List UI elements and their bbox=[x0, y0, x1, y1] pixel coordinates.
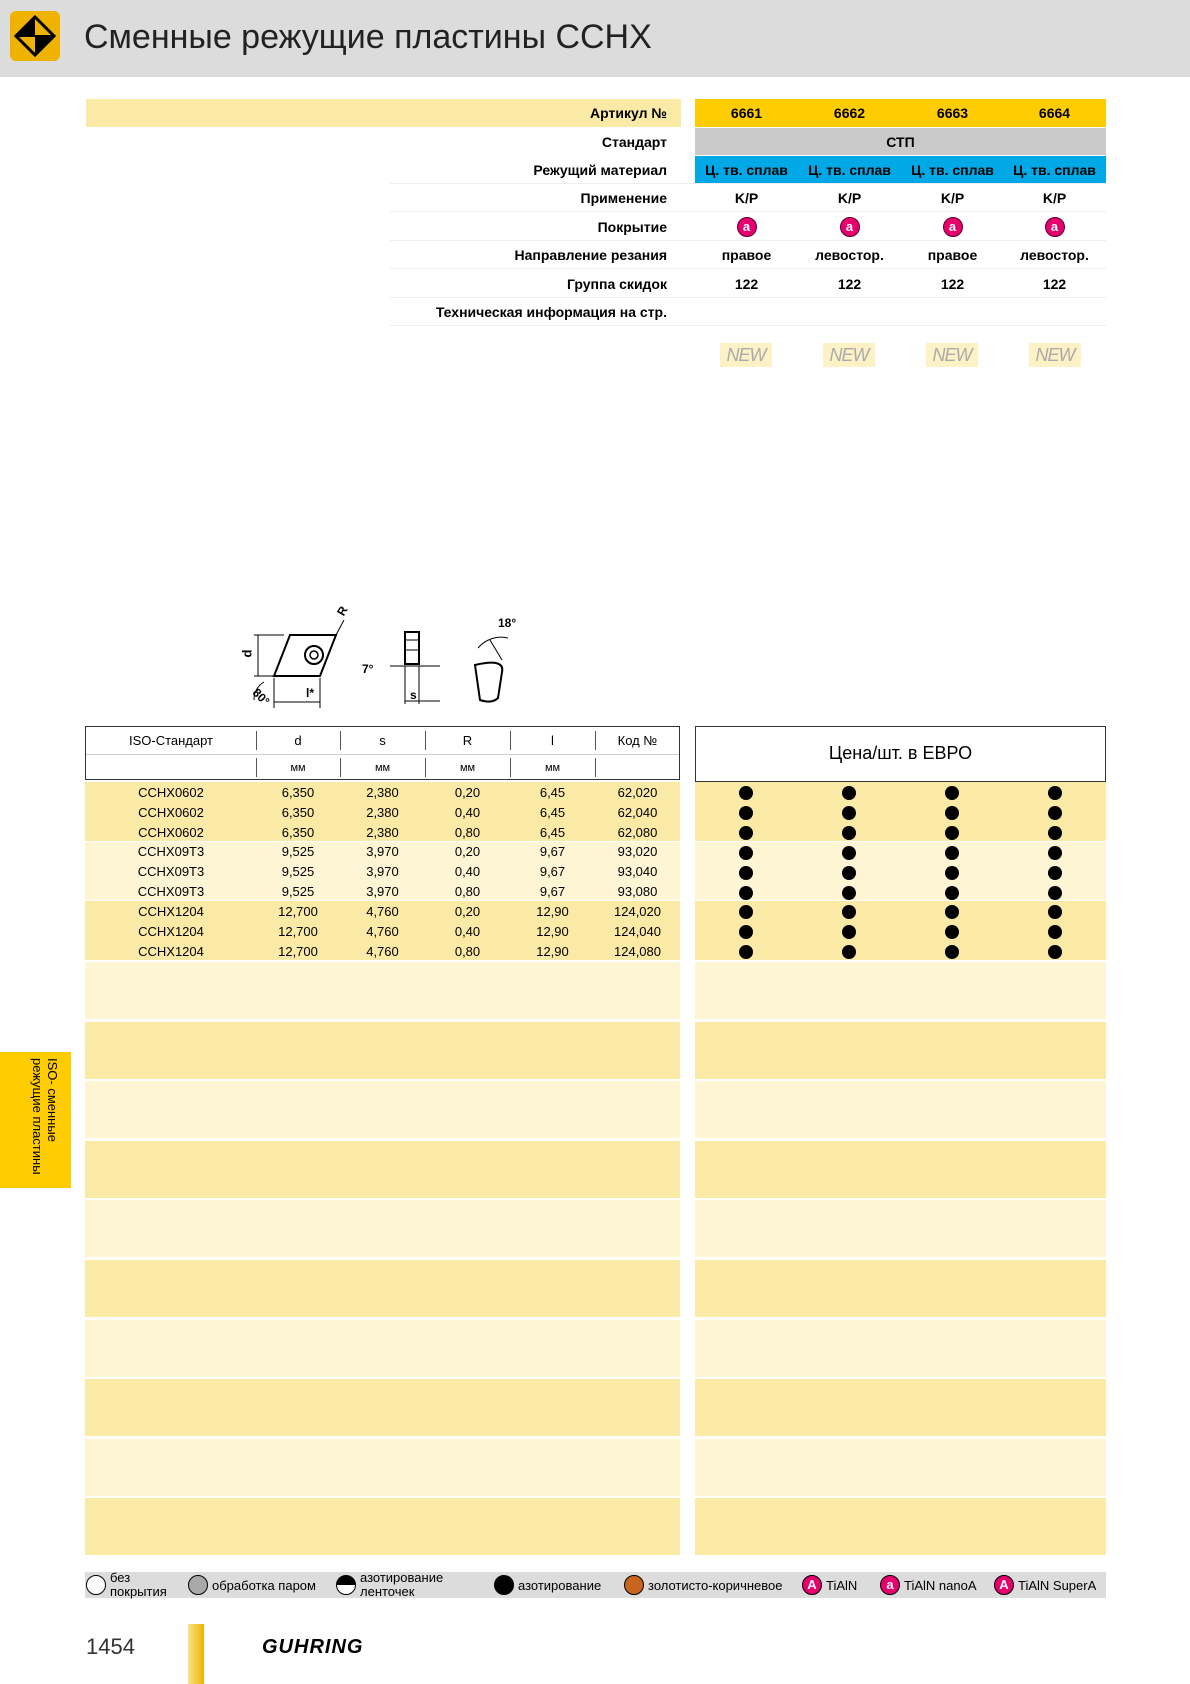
empty-row-band bbox=[85, 1260, 680, 1317]
tialn-badge-icon: A bbox=[802, 1575, 822, 1595]
empty-row-band bbox=[695, 1141, 1106, 1198]
legend-uncoated: без покрытия bbox=[110, 1570, 167, 1599]
empty-row-band bbox=[695, 1260, 1106, 1317]
coating-badge-icon: a bbox=[901, 217, 1004, 237]
data-group-band bbox=[695, 842, 1106, 900]
stock-dot-icon bbox=[1048, 866, 1062, 880]
stock-dot-icon bbox=[945, 806, 959, 820]
label-discount: Группа скидок bbox=[567, 276, 667, 292]
unit-r: мм bbox=[459, 762, 476, 774]
material-value: Ц. тв. сплав bbox=[808, 162, 891, 178]
data-group-band bbox=[695, 782, 1106, 841]
page-title: Сменные режущие пластины CCHX bbox=[84, 18, 652, 56]
direction-value: правое bbox=[721, 247, 772, 263]
coating-badge-icon: a bbox=[798, 217, 901, 237]
stock-dot-icon bbox=[945, 886, 959, 900]
stock-dot-icon bbox=[842, 886, 856, 900]
steam-circle-icon bbox=[188, 1575, 208, 1595]
application-value: K/P bbox=[1042, 190, 1067, 206]
legend-gold-brown: золотисто-коричневое bbox=[648, 1578, 783, 1593]
label-application: Применение bbox=[580, 190, 667, 206]
diagram-label-r: R bbox=[334, 603, 351, 619]
coating-badge-icon: a bbox=[1003, 217, 1106, 237]
article-number: 6661 bbox=[730, 105, 763, 121]
discount-value: 122 bbox=[940, 276, 965, 292]
label-direction: Направление резания bbox=[514, 247, 667, 263]
empty-row-band bbox=[85, 1320, 680, 1377]
empty-row-band bbox=[695, 962, 1106, 1019]
stock-dot-icon bbox=[945, 826, 959, 840]
empty-row-band bbox=[85, 1200, 680, 1257]
stock-dot-icon bbox=[842, 786, 856, 800]
empty-row-band bbox=[695, 1320, 1106, 1377]
section-side-tab bbox=[0, 1052, 71, 1188]
page-number: 1454 bbox=[86, 1634, 135, 1659]
article-number: 6664 bbox=[1038, 105, 1071, 121]
label-coating: Покрытие bbox=[597, 219, 667, 235]
stock-dot-icon bbox=[842, 806, 856, 820]
new-flag: NEW bbox=[823, 343, 875, 367]
stock-dot-icon bbox=[739, 846, 753, 860]
stock-dot-icon bbox=[945, 866, 959, 880]
discount-value: 122 bbox=[1042, 276, 1067, 292]
half-nitrided-circle-icon bbox=[336, 1575, 356, 1595]
col-header-code: Код № bbox=[617, 733, 658, 748]
stock-dot-icon bbox=[739, 886, 753, 900]
diagram-label-18: 18° bbox=[498, 616, 517, 630]
stock-dot-icon bbox=[1048, 886, 1062, 900]
empty-row-band bbox=[695, 1498, 1106, 1555]
empty-row-band bbox=[85, 1081, 680, 1138]
tialn-nanoa-badge-icon: a bbox=[880, 1575, 900, 1595]
empty-row-band bbox=[695, 1022, 1106, 1079]
col-header-d: d bbox=[294, 733, 302, 748]
application-value: K/P bbox=[940, 190, 965, 206]
empty-row-band bbox=[695, 1081, 1106, 1138]
empty-row-band bbox=[695, 1200, 1106, 1257]
diagram-label-80: 80° bbox=[249, 685, 273, 709]
application-value: K/P bbox=[734, 190, 759, 206]
stock-dot-icon bbox=[739, 806, 753, 820]
label-article: Артикул № bbox=[590, 105, 667, 121]
stock-dot-icon bbox=[1048, 806, 1062, 820]
article-number: 6662 bbox=[833, 105, 866, 121]
stock-dot-icon bbox=[945, 846, 959, 860]
nitrided-circle-icon bbox=[494, 1575, 514, 1595]
empty-row-band bbox=[85, 1141, 680, 1198]
uncoated-circle-icon bbox=[86, 1575, 106, 1595]
legend-tialn: TiAlN bbox=[826, 1578, 858, 1593]
material-value: Ц. тв. сплав bbox=[1013, 162, 1096, 178]
insert-geometry-diagram bbox=[240, 600, 540, 710]
empty-row-band bbox=[85, 1022, 680, 1079]
legend-tialn-nanoa: TiAlN nanoA bbox=[904, 1578, 977, 1593]
col-header-l: l bbox=[551, 733, 554, 748]
stock-dot-icon bbox=[1048, 826, 1062, 840]
coating-badge-icon: a bbox=[695, 217, 798, 237]
empty-row-band bbox=[85, 1379, 680, 1436]
stock-dot-icon bbox=[739, 866, 753, 880]
direction-value: правое bbox=[927, 247, 978, 263]
stock-dot-icon bbox=[1048, 846, 1062, 860]
side-tab-line2: режущие пластины bbox=[30, 1058, 45, 1175]
diagram-label-7: 7° bbox=[362, 662, 374, 676]
empty-row-band bbox=[85, 1498, 680, 1555]
stock-dot-icon bbox=[1048, 786, 1062, 800]
discount-value: 122 bbox=[837, 276, 862, 292]
unit-s: мм bbox=[374, 762, 391, 774]
side-tab-line1: ISO- сменные bbox=[45, 1058, 60, 1142]
legend-nitrided: азотирование bbox=[518, 1578, 602, 1593]
application-value: K/P bbox=[837, 190, 862, 206]
diagram-label-l: l* bbox=[306, 686, 315, 700]
stock-dot-icon bbox=[945, 786, 959, 800]
stock-dot-icon bbox=[842, 846, 856, 860]
direction-value: левостор. bbox=[1020, 247, 1089, 263]
direction-value: левостор. bbox=[815, 247, 884, 263]
label-techinfo: Техническая информация на стр. bbox=[435, 304, 667, 320]
stock-dot-icon bbox=[842, 866, 856, 880]
unit-d: мм bbox=[290, 762, 306, 774]
stock-dot-icon bbox=[739, 786, 753, 800]
standard-value: СТП bbox=[886, 134, 915, 150]
col-header-r: R bbox=[462, 733, 473, 748]
empty-row-band bbox=[695, 1379, 1106, 1436]
new-flag: NEW bbox=[720, 343, 772, 367]
brand-logo: GUHRING bbox=[262, 1636, 364, 1658]
stock-dot-icon bbox=[739, 826, 753, 840]
data-group-band bbox=[695, 901, 1106, 960]
legend-tialn-supera: TiAlN SuperA bbox=[1018, 1578, 1097, 1593]
stock-dot-icon bbox=[842, 826, 856, 840]
new-flag: NEW bbox=[926, 343, 978, 367]
diagram-label-s: s bbox=[410, 688, 417, 702]
label-material: Режущий материал bbox=[533, 162, 667, 178]
unit-l: мм bbox=[544, 762, 561, 774]
gear-cutter-logo-icon bbox=[10, 11, 60, 61]
price-header: Цена/шт. в ЕВРО bbox=[828, 743, 973, 763]
empty-row-band bbox=[695, 1439, 1106, 1496]
col-header-iso: ISO-Стандарт bbox=[128, 733, 214, 748]
footer-accent-bar bbox=[188, 1624, 204, 1684]
material-value: Ц. тв. сплав bbox=[705, 162, 788, 178]
gold-brown-circle-icon bbox=[624, 1575, 644, 1595]
diagram-label-d: d bbox=[239, 649, 255, 658]
tialn-supera-badge-icon: A bbox=[994, 1575, 1014, 1595]
empty-row-band bbox=[85, 962, 680, 1019]
label-standard: Стандарт bbox=[601, 134, 667, 150]
discount-value: 122 bbox=[734, 276, 759, 292]
legend-steam: обработка паром bbox=[212, 1578, 316, 1593]
new-flag: NEW bbox=[1029, 343, 1081, 367]
col-header-s: s bbox=[379, 733, 386, 748]
article-number: 6663 bbox=[936, 105, 969, 121]
empty-row-band bbox=[85, 1439, 680, 1496]
material-value: Ц. тв. сплав bbox=[911, 162, 994, 178]
legend-half-nitrided: азотирование ленточек bbox=[360, 1570, 444, 1599]
